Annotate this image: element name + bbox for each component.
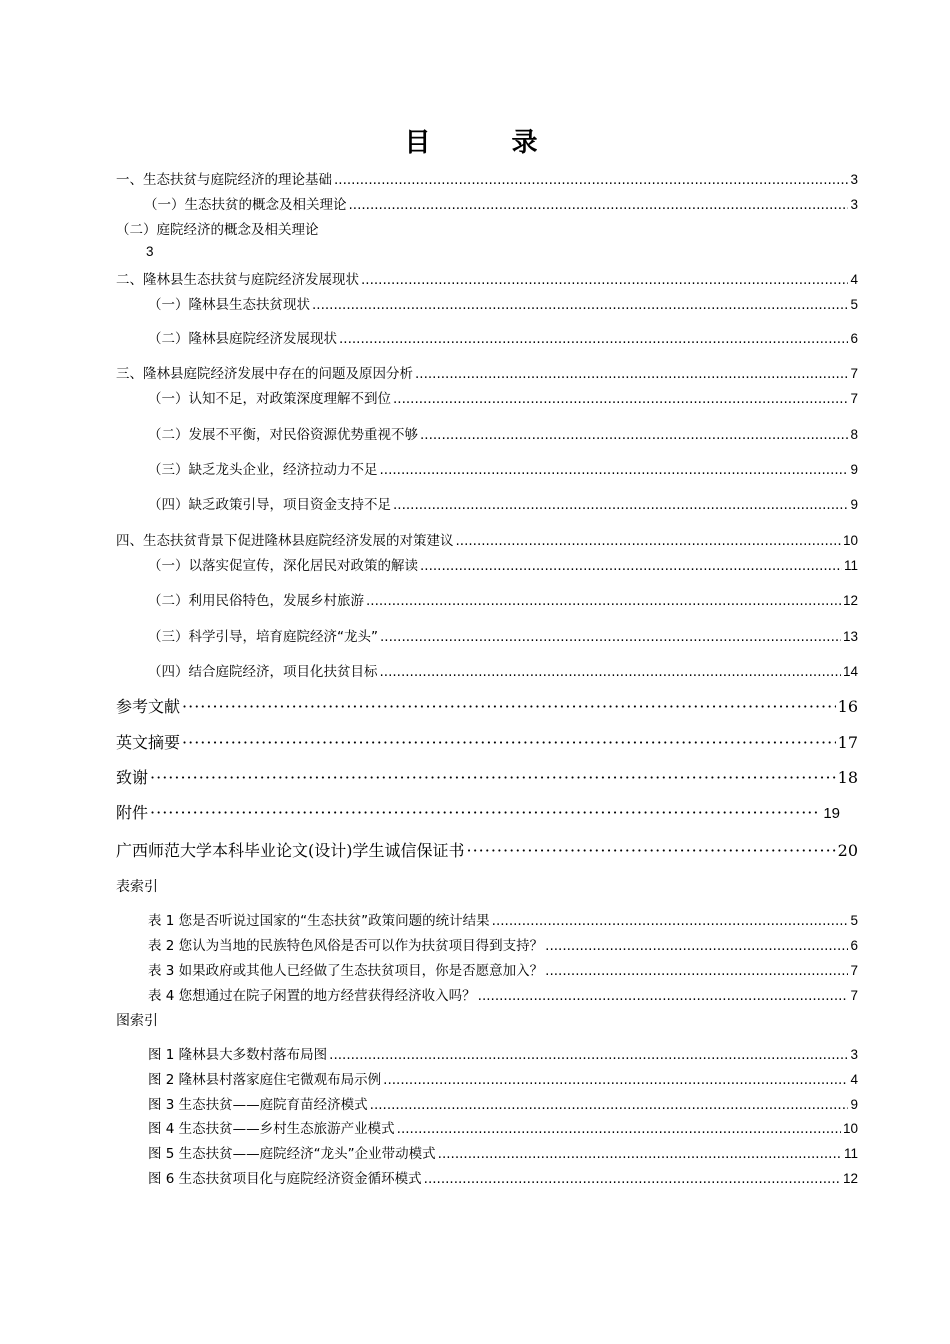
back-matter-page: 20 <box>837 841 858 860</box>
back-matter-entry[interactable] <box>116 730 858 753</box>
back-matter-entry[interactable] <box>116 838 858 861</box>
table-index-text: 表 3 如果政府或其他人已经做了生态扶贫项目，你是否愿意加入？ <box>148 963 544 979</box>
back-matter-page: 19 <box>823 805 840 822</box>
back-matter-text: 致谢 <box>116 768 149 787</box>
toc-entry-page: 12 <box>842 593 858 608</box>
table-index-text: 表 2 您认为当地的民族特色风俗是否可以作为扶贫项目得到支持？ <box>148 938 544 954</box>
toc-entry-text: 四、生态扶贫背景下促进隆林县庭院经济发展的对策建议 <box>116 533 454 549</box>
table-index-entry[interactable] <box>148 959 858 979</box>
toc-entry-page: 13 <box>842 629 858 644</box>
toc-entry-page: 11 <box>843 558 858 573</box>
leader-dots <box>545 963 848 979</box>
leader-dots <box>182 697 836 716</box>
back-matter-entry[interactable] <box>116 694 858 717</box>
toc-entry[interactable] <box>148 660 858 680</box>
figure-index-text: 图 3 生态扶贫——庭院育苗经济模式 <box>148 1097 368 1113</box>
back-matter-page: 16 <box>837 697 858 716</box>
toc-entry[interactable] <box>148 458 858 478</box>
figure-index-page: 11 <box>843 1146 858 1161</box>
toc-entry[interactable] <box>116 168 858 188</box>
figure-index-entry[interactable] <box>148 1043 858 1063</box>
toc-entry[interactable] <box>148 293 858 313</box>
toc-entry-page: 3 <box>146 244 154 259</box>
leader-dots <box>349 197 849 213</box>
toc-entry[interactable] <box>116 218 319 259</box>
toc-entry-text: 三、隆林县庭院经济发展中存在的问题及原因分析 <box>116 366 413 382</box>
toc-entry-page: 10 <box>842 533 858 548</box>
figure-index-page: 9 <box>850 1097 858 1112</box>
leader-dots <box>339 331 848 347</box>
back-matter-text: 英文摘要 <box>116 733 181 752</box>
table-index-page: 7 <box>850 988 858 1003</box>
back-matter-page: 17 <box>837 733 858 752</box>
leader-dots <box>467 841 836 860</box>
figure-index-text: 图 4 生态扶贫——乡村生态旅游产业模式 <box>148 1121 395 1137</box>
leader-dots <box>393 497 848 513</box>
toc-entry-page: 9 <box>850 462 858 477</box>
toc-entry-page: 8 <box>850 427 858 442</box>
table-index-page: 5 <box>850 913 858 928</box>
table-index-heading: 表索引 <box>116 879 158 895</box>
toc-entry[interactable] <box>116 529 858 549</box>
back-matter-text: 参考文献 <box>116 697 181 716</box>
toc-entry-page: 5 <box>850 297 858 312</box>
leader-dots <box>424 1171 841 1187</box>
figure-index-page: 12 <box>842 1171 858 1186</box>
toc-entry-text: （一）生态扶贫的概念及相关理论 <box>144 197 347 213</box>
toc-entry[interactable] <box>148 625 858 645</box>
leader-dots <box>150 768 836 787</box>
figure-index-entry[interactable] <box>148 1167 858 1187</box>
toc-entry[interactable] <box>148 589 858 609</box>
toc-entry-text: （三）科学引导，培育庭院经济“龙头” <box>148 629 378 645</box>
leader-dots <box>383 1072 848 1088</box>
toc-entry-text: （二）庭院经济的概念及相关理论 <box>116 222 319 238</box>
toc-entry-page: 7 <box>850 391 858 406</box>
toc-entry-text: （三）缺乏龙头企业，经济拉动力不足 <box>148 462 378 478</box>
back-matter-entry[interactable] <box>116 765 858 788</box>
toc-entry[interactable] <box>148 387 858 407</box>
leader-dots <box>334 172 848 188</box>
leader-dots <box>420 558 842 574</box>
figure-index-entry[interactable] <box>148 1117 858 1137</box>
figure-index-text: 图 1 隆林县大多数村落布局图 <box>148 1047 328 1063</box>
figure-index-page: 4 <box>850 1072 858 1087</box>
toc-entry-text: （二）发展不平衡，对民俗资源优势重视不够 <box>148 427 418 443</box>
leader-dots <box>380 664 841 680</box>
toc-entry[interactable] <box>148 327 858 347</box>
toc-entry-page: 9 <box>850 497 858 512</box>
toc-entry-text: （二）利用民俗特色，发展乡村旅游 <box>148 593 364 609</box>
toc-entry[interactable] <box>116 362 858 382</box>
figure-index-entry[interactable] <box>148 1068 858 1088</box>
leader-dots <box>370 1097 849 1113</box>
back-matter-page: 18 <box>837 768 858 787</box>
figure-index-entry[interactable] <box>148 1142 858 1162</box>
figure-index-page: 10 <box>842 1121 858 1136</box>
table-index-page: 6 <box>850 938 858 953</box>
toc-entry-text: （二）隆林县庭院经济发展现状 <box>148 331 337 347</box>
toc-entry-text: 二、隆林县生态扶贫与庭院经济发展现状 <box>116 272 359 288</box>
leader-dots <box>478 988 849 1004</box>
back-matter-text: 广西师范大学本科毕业论文(设计)学生诚信保证书 <box>116 841 465 860</box>
toc-entry-page: 4 <box>850 272 858 287</box>
toc-entry-text: （四）缺乏政策引导，项目资金支持不足 <box>148 497 391 513</box>
toc-entry-text: （一）以落实促宣传，深化居民对政策的解读 <box>148 558 418 574</box>
leader-dots <box>366 593 841 609</box>
figure-index-text: 图 5 生态扶贫——庭院经济“龙头”企业带动模式 <box>148 1146 436 1162</box>
table-index-entry[interactable] <box>148 934 858 954</box>
leader-dots <box>329 1047 848 1063</box>
toc-entry[interactable] <box>144 193 858 213</box>
figure-index-heading: 图索引 <box>116 1013 158 1029</box>
figure-index-entry[interactable] <box>148 1093 858 1113</box>
leader-dots <box>545 938 848 954</box>
toc-title: 目 录 <box>404 128 574 158</box>
toc-entry[interactable] <box>116 268 858 288</box>
leader-dots <box>438 1146 842 1162</box>
figure-index-text: 图 6 生态扶贫项目化与庭院经济资金循环模式 <box>148 1171 422 1187</box>
back-matter-text: 附件 <box>116 803 149 822</box>
leader-dots <box>397 1121 841 1137</box>
toc-entry-text: （一）认知不足，对政策深度理解不到位 <box>148 391 391 407</box>
toc-entry-page: 6 <box>850 331 858 346</box>
toc-entry-text: （四）结合庭院经济，项目化扶贫目标 <box>148 664 378 680</box>
toc-entry[interactable] <box>148 493 858 513</box>
toc-entry-page: 3 <box>850 197 858 212</box>
figure-index-text: 图 2 隆林县村落家庭住宅微观布局示例 <box>148 1072 382 1088</box>
toc-entry-text: 一、生态扶贫与庭院经济的理论基础 <box>116 172 332 188</box>
leader-dots <box>492 913 849 929</box>
leader-dots <box>150 803 821 822</box>
toc-entry[interactable] <box>148 423 858 443</box>
toc-entry-page: 7 <box>850 366 858 381</box>
table-index-entry[interactable] <box>148 909 858 929</box>
leader-dots <box>312 297 848 313</box>
table-index-text: 表 1 您是否听说过国家的“生态扶贫”政策问题的统计结果 <box>148 913 490 929</box>
leader-dots <box>380 462 849 478</box>
toc-entry-page: 14 <box>842 664 858 679</box>
toc-entry-text: （一）隆林县生态扶贫现状 <box>148 297 310 313</box>
back-matter-entry[interactable] <box>116 800 840 823</box>
figure-index-page: 3 <box>850 1047 858 1062</box>
table-index-page: 7 <box>850 963 858 978</box>
leader-dots <box>380 629 841 645</box>
leader-dots <box>420 427 848 443</box>
leader-dots <box>393 391 848 407</box>
leader-dots <box>415 366 848 382</box>
toc-entry[interactable] <box>148 554 858 574</box>
leader-dots <box>182 733 836 752</box>
leader-dots <box>456 533 841 549</box>
leader-dots <box>361 272 848 288</box>
table-index-entry[interactable] <box>148 984 858 1004</box>
table-index-text: 表 4 您想通过在院子闲置的地方经营获得经济收入吗？ <box>148 988 476 1004</box>
toc-entry-page: 3 <box>850 172 858 187</box>
